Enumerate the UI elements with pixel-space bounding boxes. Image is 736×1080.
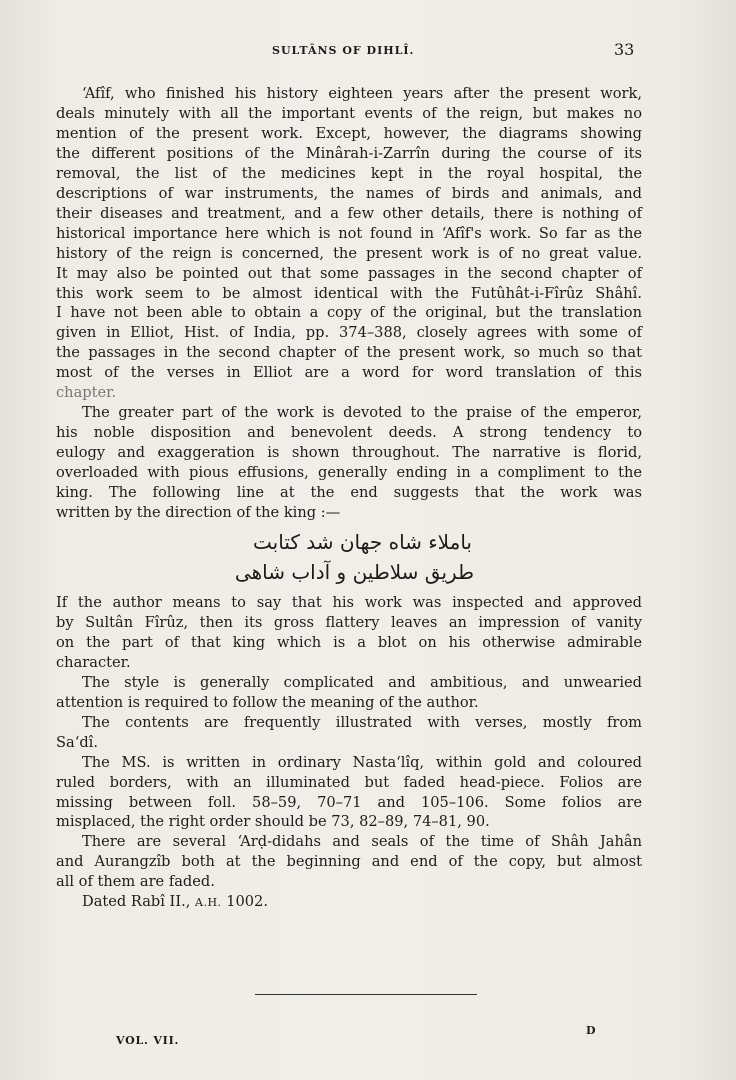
- paragraph-flattery: [56, 593, 642, 673]
- text-line: their diseases and treatment, and a few other details, there is nothing of: [56, 204, 642, 222]
- text-line: eulogy and exaggeration is shown throughout. The narrative is florid,: [56, 444, 642, 462]
- text-line: chapter.: [56, 384, 117, 402]
- text-line: descriptions of war instruments, the names of birds and animals, and: [56, 184, 642, 202]
- text-line: most of the verses in Elliot are a word for word translation of this: [56, 364, 642, 382]
- verse-line: باملاء شاه جهان شد کتابت: [253, 529, 472, 554]
- page-number: 33: [614, 40, 635, 59]
- text-line: character.: [56, 653, 131, 671]
- text-line: ruled borders, with an illuminated but faded head-piece. Folios are: [56, 773, 642, 791]
- text-line: I have not been able to obtain a copy of the original, but the translation: [56, 304, 642, 322]
- paragraph-seals: [56, 832, 642, 892]
- text-line: the different positions of the Minârah-i-Zarrîn during the course of its: [56, 144, 642, 162]
- text-line: and Aurangzîb both at the beginning and end of the copy, but almost: [56, 853, 642, 871]
- volume-label: VOL. VII.: [116, 1034, 180, 1047]
- paragraph-contents: [56, 713, 642, 753]
- text-line: king. The following line at the end suggests that the work was: [56, 484, 642, 502]
- signature-mark: D: [586, 1024, 596, 1037]
- text-line: history of the reign is concerned, the present work is of no great value.: [56, 244, 642, 262]
- date-era: A.H.: [195, 896, 222, 910]
- paragraph-afif: [56, 84, 642, 403]
- text-line: his noble disposition and benevolent deeds. A strong tendency to: [56, 424, 642, 442]
- text-line: attention is required to follow the meaning of the author.: [56, 693, 479, 711]
- text-line: There are several ‘Arḍ-didahs and seals of the time of Shâh Jahân: [82, 833, 642, 851]
- text-line: The style is generally complicated and ambitious, and unwearied: [82, 673, 642, 691]
- date-line: [56, 892, 642, 913]
- text-line: removal, the list of the medicines kept in the royal hospital, the: [56, 164, 642, 182]
- text-line: this work seem to be almost identical with the Futûhât-i-Fîrûz Shâhî.: [56, 284, 642, 302]
- text-line: given in Elliot, Hist. of India, pp. 374–388, closely agrees with some of: [56, 324, 642, 342]
- text-line: The MS. is written in ordinary Nasta‘lîq, within gold and coloured: [82, 753, 642, 771]
- text-line: Sa‘dî.: [56, 733, 98, 751]
- text-line: ‘Afîf, who finished his history eighteen years after the present work,: [82, 85, 642, 102]
- persian-verse: [56, 527, 642, 587]
- text-line: If the author means to say that his work was inspected and approved: [56, 593, 642, 611]
- text-line: The contents are frequently illustrated with verses, mostly from: [82, 713, 642, 731]
- date-year: 1002.: [226, 893, 268, 911]
- paragraph-praise: [56, 403, 642, 523]
- running-head: SULTÂNS OF DIHLÎ.: [272, 44, 415, 57]
- text-line: misplaced, the right order should be 73, 82–89, 74–81, 90.: [56, 813, 490, 831]
- text-line: overloaded with pious effusions, generally ending in a compliment to the: [56, 464, 642, 482]
- text-line: on the part of that king which is a blot on his otherwise admirable: [56, 633, 642, 651]
- text-line: The greater part of the work is devoted to the praise of the emperor,: [82, 404, 642, 422]
- paragraph-style: [56, 673, 642, 713]
- text-line: written by the direction of the king :—: [56, 504, 341, 522]
- verse-line: طریق سلاطین و آداب شاهی: [234, 559, 474, 584]
- text-line: deals minutely with all the important events of the reign, but makes no: [56, 104, 642, 122]
- section-rule: [255, 994, 477, 995]
- paragraph-manuscript: [56, 753, 642, 833]
- text-line: mention of the present work. Except, however, the diagrams showing: [56, 124, 642, 142]
- date-prefix: Dated Rabî II.,: [82, 893, 191, 911]
- text-line: missing between foll. 58–59, 70–71 and 105–106. Some folios are: [56, 793, 642, 811]
- text-line: all of them are faded.: [56, 873, 215, 891]
- text-line: It may also be pointed out that some passages in the second chapter of: [56, 264, 642, 282]
- text-line: historical importance here which is not found in ‘Afîf's work. So far as the: [56, 224, 642, 242]
- text-line: the passages in the second chapter of the present work, so much so that: [56, 344, 642, 362]
- text-line: by Sultân Fîrûz, then its gross flattery leaves an impression of vanity: [56, 613, 642, 631]
- body-text: [56, 84, 642, 913]
